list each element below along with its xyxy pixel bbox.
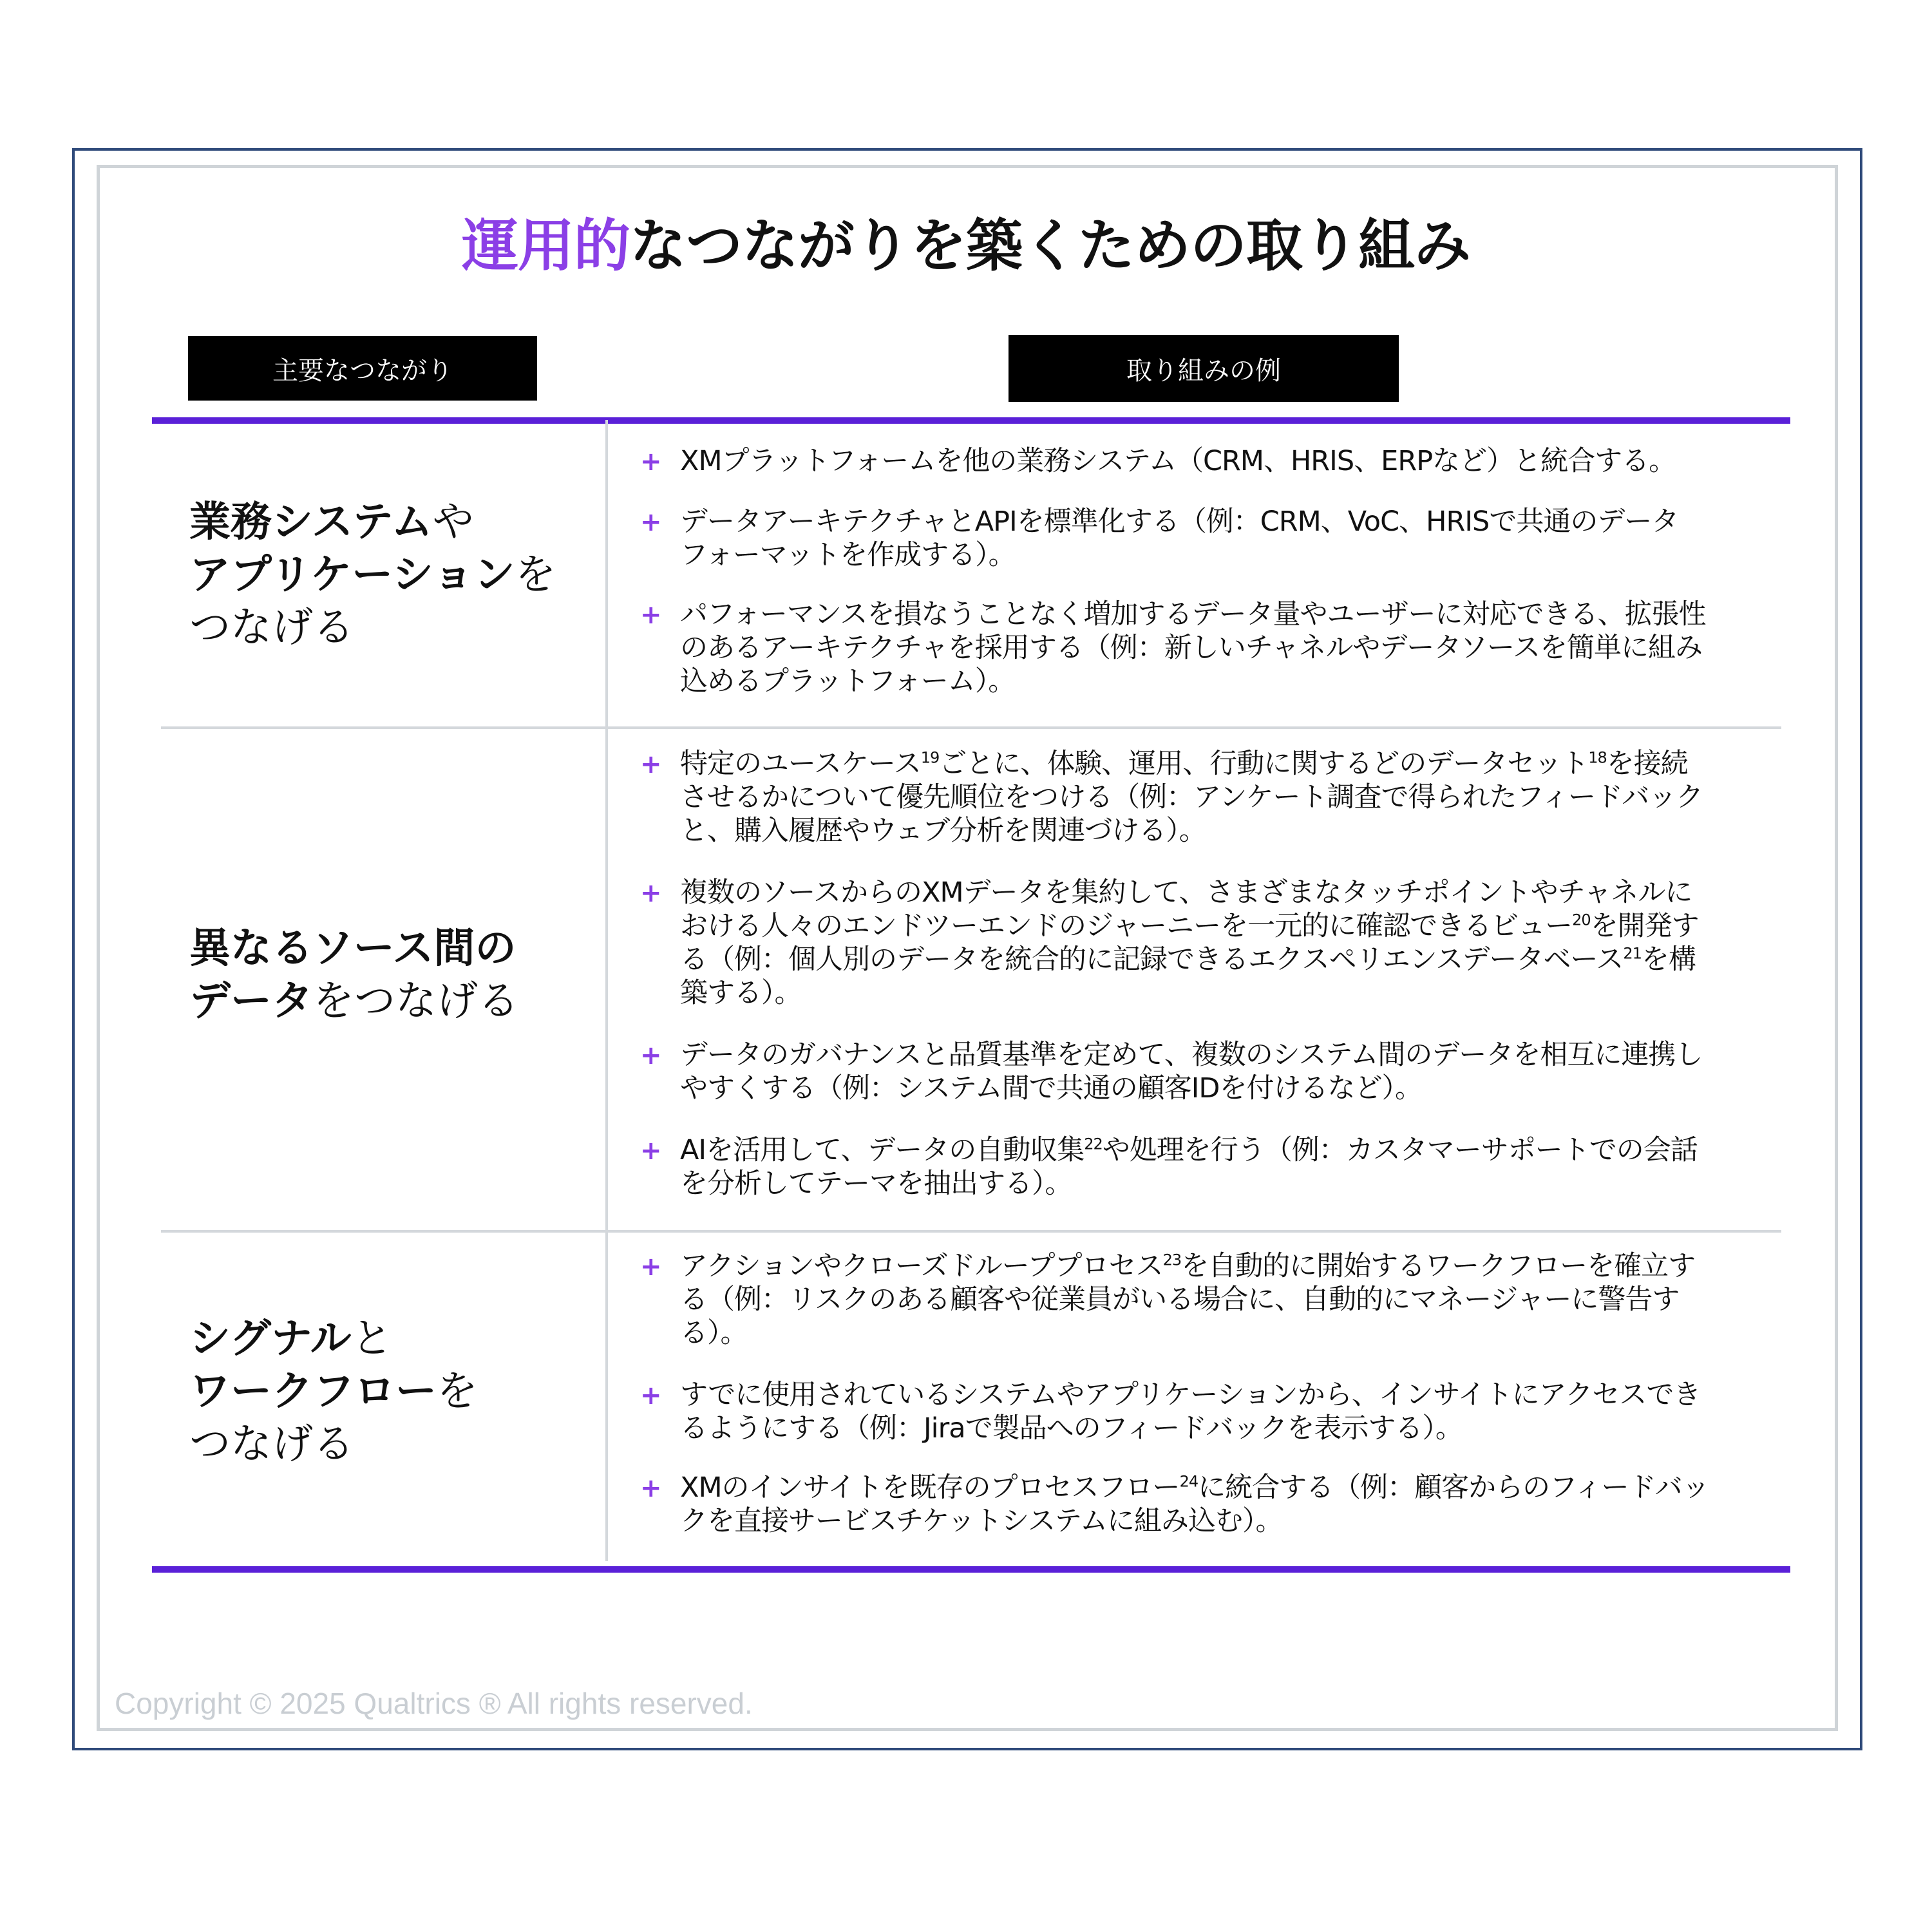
- list-item-text: データのガバナンスと品質基準を定めて、複数のシステム間のデータを相互に連携し: [680, 1039, 1703, 1071]
- page-title: [0, 201, 1932, 282]
- list-item-line: [680, 1504, 1768, 1538]
- row-label-segment: を: [437, 1368, 478, 1416]
- list-item-line: [680, 747, 1768, 781]
- list-item-text: させるかについて優先順位をつける（例：アンケート調査で得られたフィードバック: [680, 781, 1703, 813]
- footnote-ref: 23: [1162, 1251, 1182, 1269]
- list-item-line: [680, 1072, 1768, 1105]
- list-item-line: [680, 909, 1768, 943]
- list-item: [680, 747, 1768, 848]
- list-item-line: [680, 1167, 1768, 1200]
- row-divider-1: [161, 726, 1781, 729]
- list-item-line: [680, 976, 1768, 1010]
- column-divider: [605, 420, 608, 1561]
- list-item: [680, 1249, 1768, 1350]
- row-label-segment: を: [515, 551, 556, 599]
- list-item-line: [680, 598, 1768, 631]
- row-label-line: [189, 601, 556, 654]
- footnote-ref: 24: [1179, 1472, 1198, 1491]
- footnote-ref: 21: [1623, 944, 1642, 963]
- plus-icon: +: [640, 600, 662, 630]
- list-item-line: [680, 1471, 1768, 1504]
- plus-icon: +: [640, 507, 662, 537]
- plus-icon: +: [640, 1136, 662, 1166]
- list-item-text: を接続: [1606, 748, 1688, 780]
- list-item-text: る）。: [680, 1317, 748, 1349]
- footnote-ref: 20: [1572, 911, 1591, 929]
- row-label-2: [189, 922, 519, 1028]
- list-item-line: [680, 876, 1768, 909]
- list-item-line: [680, 814, 1768, 848]
- list-item-text: AIを活用して、データの自動収集: [680, 1134, 1084, 1166]
- list-item-line: [680, 781, 1768, 814]
- list-item-line: [680, 1038, 1768, 1072]
- row-label-line: [189, 1418, 478, 1471]
- copyright-notice: Copyright © 2025 Qualtrics ® All rights reserved.: [115, 1687, 753, 1720]
- list-item-text: に統合する（例：顧客からのフィードバッ: [1198, 1472, 1709, 1504]
- row-divider-2: [161, 1230, 1781, 1233]
- list-item: [680, 1471, 1768, 1538]
- list-item-line: [680, 1412, 1768, 1445]
- plus-icon: +: [640, 447, 662, 477]
- row-label-segment: アプリケーション: [189, 551, 515, 599]
- list-item-line: [680, 1133, 1768, 1167]
- list-item-text: 込めるプラットフォーム）。: [680, 665, 1016, 697]
- plus-icon: +: [640, 1381, 662, 1410]
- bottom-rule: [152, 1566, 1790, 1573]
- list-item-text: と、購入履歴やウェブ分析を関連づける）。: [680, 815, 1206, 847]
- list-item-text: データアーキテクチャとAPIを標準化する（例：CRM、VoC、HRISで共通のデータ: [680, 506, 1679, 538]
- list-item-text: すでに使用されているシステムやアプリケーションから、インサイトにアクセスでき: [680, 1379, 1701, 1411]
- list-item-text: XMプラットフォームを他の業務システム（CRM、HRIS、ERPなど）と統合する。: [680, 445, 1676, 477]
- plus-icon: +: [640, 1252, 662, 1282]
- list-item: [680, 1378, 1768, 1445]
- list-item-text: る（例：個人別のデータを統合的に記録できるエクスペリエンスデータベース: [680, 943, 1624, 976]
- list-item-text: 特定のユースケース: [680, 748, 921, 780]
- list-item-text: を分析してテーマを抽出する）。: [680, 1168, 1072, 1200]
- plus-icon: +: [640, 1041, 662, 1070]
- footnote-ref: 22: [1084, 1135, 1103, 1153]
- list-item: [680, 876, 1768, 1010]
- list-item: [680, 444, 1768, 478]
- list-item-text: クを直接サービスチケットシステムに組み込む）。: [680, 1505, 1283, 1537]
- list-item-text: を自動的に開始するワークフローを確立す: [1181, 1250, 1696, 1282]
- row-label-line: [189, 975, 519, 1028]
- list-item-text: おける人々のエンドツーエンドのジャーニーを一元的に確認できるビュー: [680, 910, 1573, 942]
- list-item-text: フォーマットを作成する）。: [680, 539, 1016, 571]
- list-item-line: [680, 505, 1768, 538]
- top-rule: [152, 417, 1790, 424]
- list-item: [680, 1038, 1768, 1105]
- footnote-ref: 18: [1588, 748, 1607, 767]
- title-accent: 運用的: [461, 213, 630, 279]
- list-item-line: [680, 1378, 1768, 1412]
- header-key-connections: 主要なつながり: [188, 336, 537, 401]
- list-item-line: [680, 538, 1768, 572]
- list-item-text: 築する）。: [680, 977, 802, 1009]
- list-item: [680, 505, 1768, 572]
- row-label-line: [189, 1312, 478, 1365]
- list-item-text: パフォーマンスを損なうことなく増加するデータ量やユーザーに対応できる、拡張性: [680, 598, 1706, 630]
- list-item-text: や処理を行う（例：カスタマーサポートでの会話: [1102, 1134, 1698, 1166]
- row-label-segment: ワークフロー: [189, 1368, 437, 1416]
- list-item-text: のあるアーキテクチャを採用する（例：新しいチャネルやデータソースを簡単に組み: [680, 632, 1702, 664]
- list-item-text: XMのインサイトを既存のプロセスフロー: [680, 1472, 1180, 1504]
- row-label-segment: シグナル: [189, 1315, 352, 1363]
- row-label-3: [189, 1312, 478, 1471]
- plus-icon: +: [640, 878, 662, 908]
- row-label-segment: データ: [189, 978, 313, 1025]
- list-item-text: 複数のソースからのXMデータを集約して、さまざまなタッチポイントやチャネルに: [680, 876, 1692, 909]
- list-item-text: アクションやクローズドループプロセス: [680, 1250, 1163, 1282]
- title-rest: なつながりを築くための取り組み: [630, 213, 1471, 279]
- list-item-line: [680, 665, 1768, 698]
- list-item-text: るようにする（例：Jiraで製品へのフィードバックを表示する）。: [680, 1412, 1463, 1444]
- list-item-text: ごとに、体験、運用、行動に関するどのデータセット: [939, 748, 1589, 780]
- list-item: [680, 1133, 1768, 1200]
- row-label-segment: つなげる: [189, 1421, 354, 1468]
- row-label-segment: つなげる: [189, 604, 354, 652]
- list-item-text: やすくする（例：システム間で共通の顧客IDを付けるなど）。: [680, 1072, 1422, 1104]
- list-item-text: る（例：リスクのある顧客や従業員がいる場合に、自動的にマネージャーに警告す: [680, 1283, 1680, 1316]
- row-label-segment: や: [432, 498, 474, 546]
- row-label-segment: と: [351, 1315, 393, 1363]
- plus-icon: +: [640, 750, 662, 779]
- list-item-line: [680, 631, 1768, 665]
- list-item-line: [680, 1249, 1768, 1283]
- list-item-text: を構: [1641, 943, 1696, 976]
- plus-icon: +: [640, 1473, 662, 1503]
- list-item-text: を開発す: [1590, 910, 1699, 942]
- row-label-1: [189, 496, 556, 654]
- row-label-line: [189, 1365, 478, 1418]
- row-label-line: [189, 549, 556, 601]
- row-label-segment: 異なるソース間の: [189, 925, 516, 972]
- list-item-line: [680, 1316, 1768, 1350]
- list-item-line: [680, 943, 1768, 976]
- footnote-ref: 19: [920, 748, 940, 767]
- row-label-segment: をつなげる: [313, 978, 519, 1025]
- row-label-line: [189, 496, 556, 549]
- header-examples: 取り組みの例: [1009, 335, 1399, 402]
- row-label-line: [189, 922, 519, 975]
- list-item-line: [680, 1283, 1768, 1316]
- list-item-line: [680, 444, 1768, 478]
- row-label-segment: 業務システム: [189, 498, 433, 546]
- list-item: [680, 598, 1768, 698]
